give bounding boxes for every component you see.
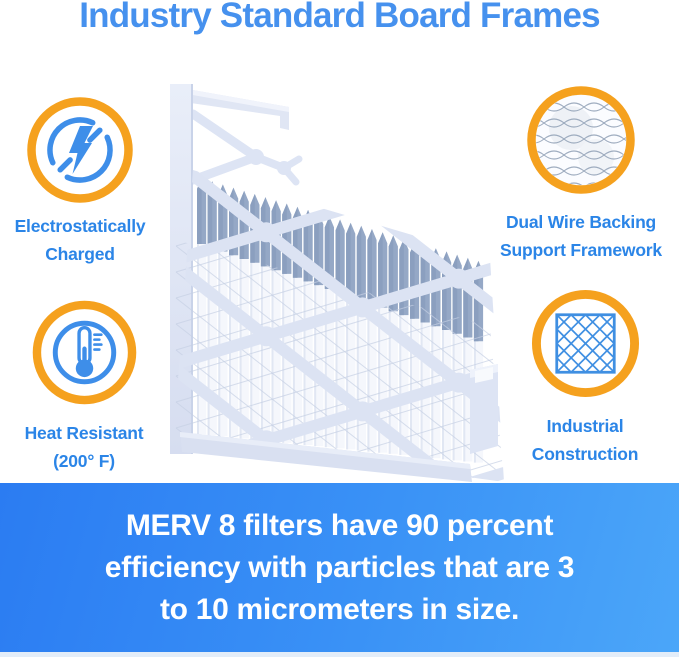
- feature-label-line: Charged: [45, 244, 115, 264]
- feature-dual-wire-backing: [496, 83, 666, 264]
- feature-electrostatically-charged: [0, 96, 160, 268]
- feature-label-line: Support Framework: [500, 240, 662, 260]
- feature-heat-resistant: [0, 299, 168, 475]
- diamond-lattice-icon: [529, 287, 642, 400]
- banner-text-line: MERV 8 filters have 90 percent: [125, 508, 554, 542]
- banner-text-line: to 10 micrometers in size.: [159, 592, 519, 626]
- feature-label-line: Construction: [531, 444, 639, 464]
- feature-label-line: Industrial: [546, 416, 624, 436]
- feature-label: [0, 419, 168, 475]
- feature-industrial-construction: [500, 287, 670, 468]
- feature-label-line: (200° F): [53, 451, 115, 471]
- filter-right-post: [470, 364, 498, 454]
- thermometer-icon: [31, 299, 138, 406]
- feature-label-line: Electrostatically: [14, 216, 146, 236]
- lightning-bolt-icon: [26, 96, 134, 204]
- feature-label-line: Dual Wire Backing: [505, 212, 657, 232]
- air-filter-illustration: [156, 54, 510, 482]
- page-title: Industry Standard Board Frames: [79, 0, 600, 35]
- banner-text-line: efficiency with particles that are 3: [104, 550, 575, 584]
- merv-banner: [0, 483, 679, 652]
- feature-label: [500, 412, 670, 468]
- feature-label: [0, 212, 160, 268]
- bottom-strip: [0, 652, 679, 657]
- feature-label-line: Heat Resistant: [24, 423, 144, 443]
- wire-mesh-photo-icon: [524, 83, 638, 197]
- feature-label: [496, 208, 666, 264]
